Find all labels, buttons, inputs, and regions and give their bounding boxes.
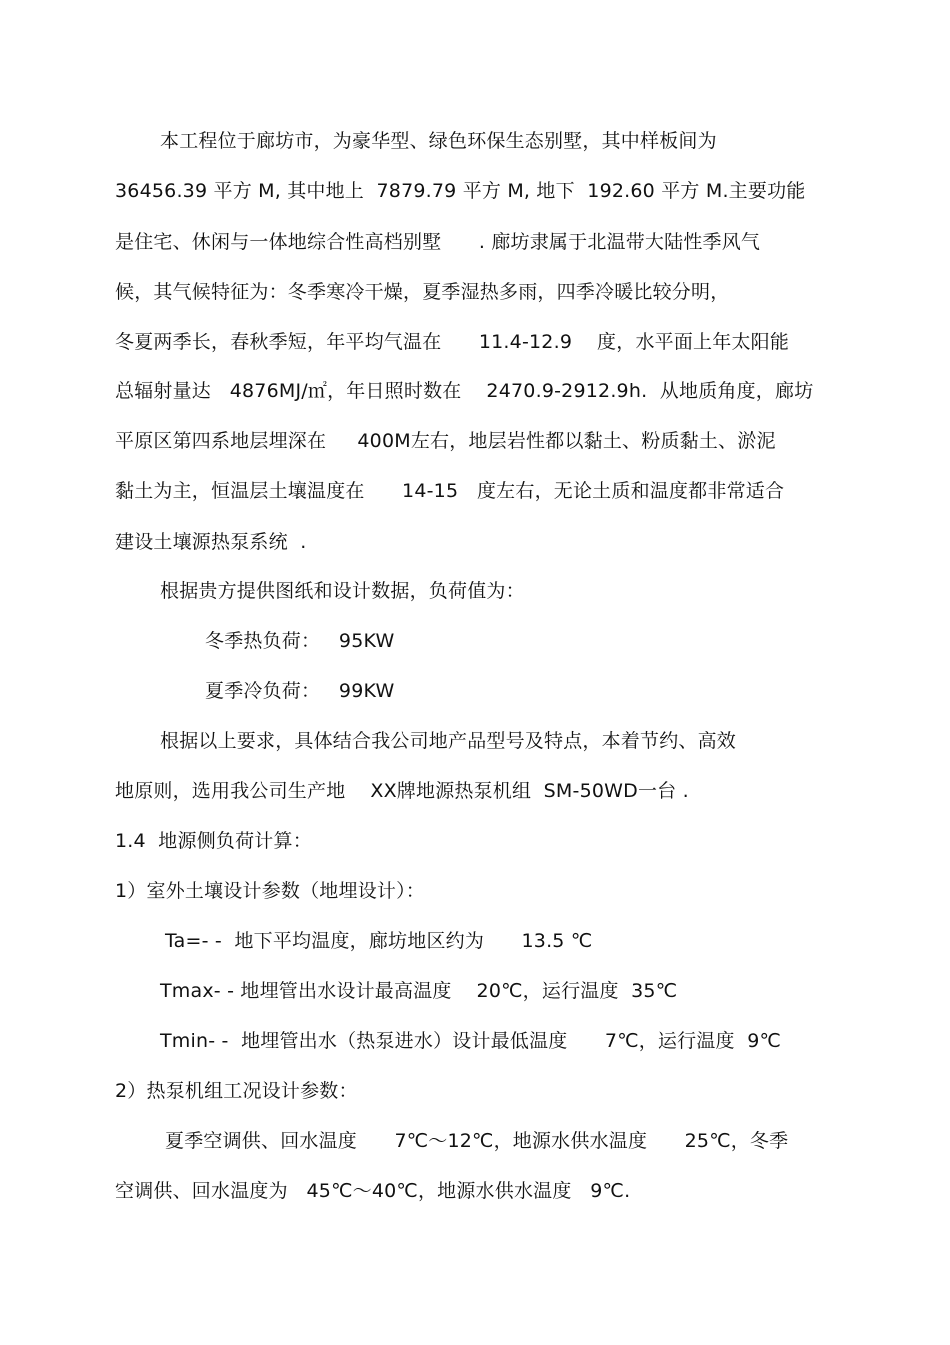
paragraph-4-line-1: 夏季空调供、回水温度 7℃～12℃，地源水供水温度 25℃，冬季 (165, 1130, 789, 1152)
paragraph-1-line-5: 冬夏两季长，春秋季短，年平均气温在 11.4-12.9 度，水平面上年太阳能 (115, 331, 790, 353)
subsection-heading-1: 1）室外土壤设计参数（地埋设计）： (115, 880, 425, 902)
section-heading-1-4: 1.4 地源侧负荷计算： (115, 830, 312, 852)
param-tmax: Tmax- - 地埋管出水设计最高温度 20℃，运行温度 35℃ (160, 980, 678, 1002)
paragraph-4-line-2: 空调供、回水温度为 45℃～40℃，地源水供水温度 9℃. (115, 1180, 631, 1202)
paragraph-1-line-8: 黏土为主，恒温层土壤温度在 14-15 度左右，无论土质和温度都非常适合 (115, 480, 785, 502)
paragraph-3-line-1: 根据以上要求，具体结合我公司地产品型号及特点，本着节约、高效 (160, 730, 737, 752)
param-tmin: Tmin- - 地埋管出水（热泵进水）设计最低温度 7℃，运行温度 9℃ (160, 1030, 782, 1052)
paragraph-1-line-4: 候，其气候特征为：冬季寒冷干燥，夏季湿热多雨，四季冷暖比较分明， (115, 281, 730, 303)
paragraph-1-line-6: 总辐射量达 4876MJ/㎡，年日照时数在 2470.9-2912.9h. 从地质角度，廊坊 (115, 380, 814, 402)
summer-cooling-load: 夏季冷负荷： 99KW (205, 680, 395, 702)
param-ta: Ta=- - 地下平均温度，廊坊地区约为 13.5 ℃ (165, 930, 593, 952)
subsection-heading-2: 2）热泵机组工况设计参数： (115, 1080, 358, 1102)
paragraph-2-line-1: 根据贵方提供图纸和设计数据，负荷值为： (160, 580, 525, 602)
paragraph-1-line-3: 是住宅、休闲与一体地综合性高档别墅 . 廊坊隶属于北温带大陆性季风气 (115, 231, 761, 253)
paragraph-1-line-9: 建设土壤源热泵系统 . (115, 531, 307, 553)
paragraph-1-line-2: 36456.39 平方 M, 其中地上 7879.79 平方 M, 地下 192.60 平方 M.主要功能 (115, 180, 806, 202)
winter-heat-load: 冬季热负荷： 95KW (205, 630, 395, 652)
paragraph-1-line-1: 本工程位于廊坊市，为豪华型、绿色环保生态别墅，其中样板间为 (160, 130, 717, 152)
paragraph-3-line-2: 地原则，选用我公司生产地 XX牌地源热泵机组 SM-50WD一台 . (115, 780, 689, 802)
paragraph-1-line-7: 平原区第四系地层埋深在 400M左右，地层岩性都以黏土、粉质黏土、淤泥 (115, 430, 776, 452)
